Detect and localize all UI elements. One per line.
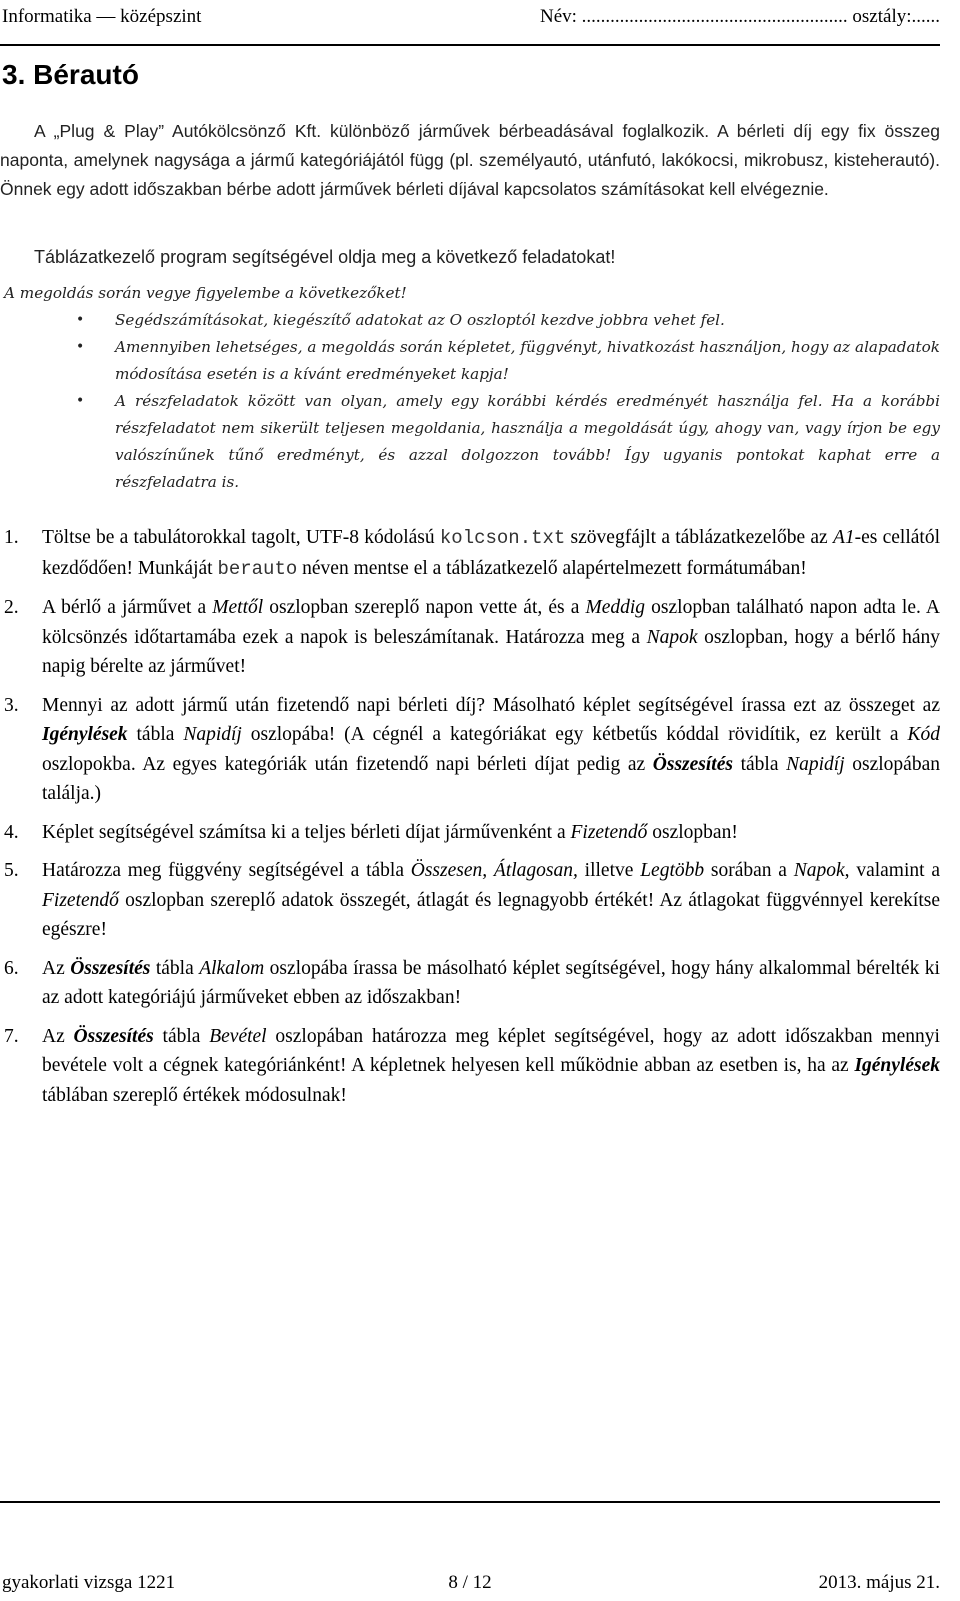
task-text: tábla	[150, 957, 200, 979]
footer-divider	[0, 1501, 940, 1503]
list-item-text: Segédszámításokat, kiegészítő adatokat az O oszloptól kezdve jobbra vehet fel.	[115, 311, 725, 329]
task-text: Töltse be a tabulátorokkal tagolt, UTF-8 kódolású	[42, 527, 440, 548]
column-name: Mettől	[212, 597, 264, 618]
task-text: A bérlő a járművet a	[42, 597, 213, 618]
save-name: berauto	[217, 557, 298, 580]
cell-ref: A1	[832, 527, 855, 548]
task-7	[0, 1022, 940, 1111]
task-text: , valamint a	[844, 860, 940, 881]
task-text: oszlopban található napon adta le. A kölcsönzés időtartamába ezek a napok is beleszámítanak. Határozza meg a	[42, 597, 940, 648]
instructions	[0, 280, 940, 496]
task-number: 7.	[4, 1025, 19, 1047]
intro-text: A „Plug & Play” Autókölcsönző Kft. különböző járművek bérbeadásával foglalkozik. A bérleti díj egy fix összeg naponta, amelynek nagysága a jármű kategóriájától függ (pl. személyautó, utánfutó, lakókocsi, mikrobusz, kisteherautó). Önnek egy adott időszakban bérbe adott járművek bérleti díjával kapcsolatos számításokat kell elvégeznie.	[0, 121, 940, 199]
task-1	[0, 523, 940, 584]
sheet-name: Összesítés	[70, 957, 151, 979]
page-footer	[0, 1568, 940, 1598]
sheet-name: Összesítés	[652, 753, 733, 775]
bullet-icon: •	[76, 393, 85, 409]
task-number: 4.	[4, 821, 19, 843]
page-title: 3. Bérautó	[2, 59, 139, 90]
list-item-text: Amennyiben lehetséges, a megoldás során képletet, függvényt, hivatkozást használjon, hogy az alapadatok módosítása esetén is a kívánt eredményeket kapja!	[115, 338, 940, 383]
column-name: Fizetendő	[570, 821, 648, 843]
task-text: Határozza meg függvény segítségével a tábla	[42, 860, 411, 881]
sheet-name: Igénylések	[42, 724, 128, 745]
page-number: 8 / 12	[448, 1572, 492, 1593]
task-text: Az	[42, 1025, 74, 1047]
column-name: Meddig	[585, 597, 646, 618]
column-name: Napidíj	[183, 724, 242, 745]
subject-label: Informatika — középszint	[2, 6, 202, 27]
task-text: táblában szereplő értékek módosulnak!	[42, 1084, 347, 1106]
column-name: Alkalom	[199, 957, 265, 979]
task-number: 5.	[4, 860, 19, 881]
task-4	[0, 818, 940, 848]
task-list	[0, 523, 940, 1119]
task-text: oszlopban!	[647, 821, 738, 843]
task-text: oszlopban szereplő adatok összegét, átlagát és legnagyobb értékét! Az átlagokat függvénnyel kerekítse egészre!	[42, 889, 940, 940]
bullet-icon: •	[76, 312, 85, 328]
task-number: 1.	[4, 527, 19, 548]
task-text: oszlopába írassa be másolható képlet segítségével, hogy hány alkalommal bérelték ki az adott kategóriájú járműveket ebben az időszakban!	[42, 957, 940, 1008]
column-name: Napidíj	[786, 753, 845, 775]
task-text: Mennyi az adott jármű után fizetendő napi bérleti díj? Másolható képlet segítségével írassa ezt az összeget az	[42, 694, 940, 716]
task-2	[0, 593, 940, 682]
row-name: Összesen, Átlagosan,	[410, 860, 578, 881]
task-3	[0, 691, 940, 809]
task-number: 2.	[4, 597, 19, 618]
instructions-heading: A megoldás során vegye figyelembe a következőket!	[4, 284, 407, 302]
task-text: néven mentse el a táblázatkezelő alapértelmezett formátumában!	[297, 557, 807, 579]
sheet-name: Összesítés	[73, 1025, 154, 1047]
page-header	[0, 0, 940, 46]
list-item	[0, 388, 940, 496]
intro-paragraph	[0, 117, 940, 204]
task-text: -es cellától kezdődően! Munkáját	[42, 527, 940, 579]
task-text: tábla	[127, 724, 184, 745]
list-item	[0, 334, 940, 388]
sheet-name: Igénylések	[854, 1055, 940, 1076]
task-5	[0, 856, 940, 945]
row-name: Legtöbb	[640, 860, 705, 881]
task-text: tábla	[153, 1025, 210, 1047]
column-name: Bevétel	[209, 1025, 267, 1047]
task-text: oszlopában határozza meg képlet segítségével, hogy az adott időszakban mennyi bevétele volt a cégnek kategóriánként! A képletnek helyesen kell működnie abban az esetben is, ha az	[42, 1025, 940, 1076]
bullet-icon: •	[76, 339, 85, 355]
task-text: oszlopába! (A cégnél a kategóriákat egy kétbetűs kóddal rövidítik, ez került a	[241, 724, 908, 745]
column-name: Napok	[646, 626, 698, 648]
instructions-list	[0, 307, 940, 496]
task-number: 3.	[4, 694, 19, 716]
task-text: szövegfájlt a táblázatkezelőbe az	[565, 527, 833, 548]
task-6	[0, 954, 940, 1013]
column-name: Kód	[907, 724, 940, 745]
task-text: oszlopban szereplő napon vette át, és a	[263, 597, 586, 618]
task-text: oszlopokba. Az egyes kategóriák után fizetendő napi bérleti díjat pedig az	[42, 753, 653, 775]
column-name: Fizetendő	[42, 889, 119, 911]
name-class-field: Név: ........................................................ osztály:......	[539, 6, 940, 27]
exam-date: 2013. május 21.	[818, 1572, 940, 1593]
task-text: illetve	[577, 860, 641, 881]
task-text: sorában a	[704, 860, 794, 881]
task-text: Az	[42, 957, 71, 979]
task-text: oszlopban, hogy a bérlő hány napig bérelte az járművet!	[42, 626, 940, 677]
exam-label: gyakorlati vizsga 1221	[2, 1572, 176, 1593]
list-item	[0, 307, 940, 334]
task-text: oszlopában találja.)	[42, 753, 940, 804]
column-name: Napok	[793, 860, 845, 881]
file-name: kolcson.txt	[439, 527, 566, 549]
task-number: 6.	[4, 957, 19, 979]
lead-sentence: Táblázatkezelő program segítségével oldja meg a következő feladatokat!	[34, 247, 616, 267]
task-text: tábla	[732, 753, 787, 775]
task-text: Képlet segítségével számítsa ki a teljes bérleti díjat járművenként a	[42, 821, 571, 843]
list-item-text: A részfeladatok között van olyan, amely egy korábbi kérdés eredményét használja fel. Ha a korábbi részfeladatot nem sikerült teljesen megoldania, használja a megoldását úgy, ahogy van, vagy írjon be egy valószínűnek tűnő eredményt, és azzal dolgozzon tovább! Így ugyanis pontokat kaphat erre a részfeladatra is.	[115, 392, 940, 491]
